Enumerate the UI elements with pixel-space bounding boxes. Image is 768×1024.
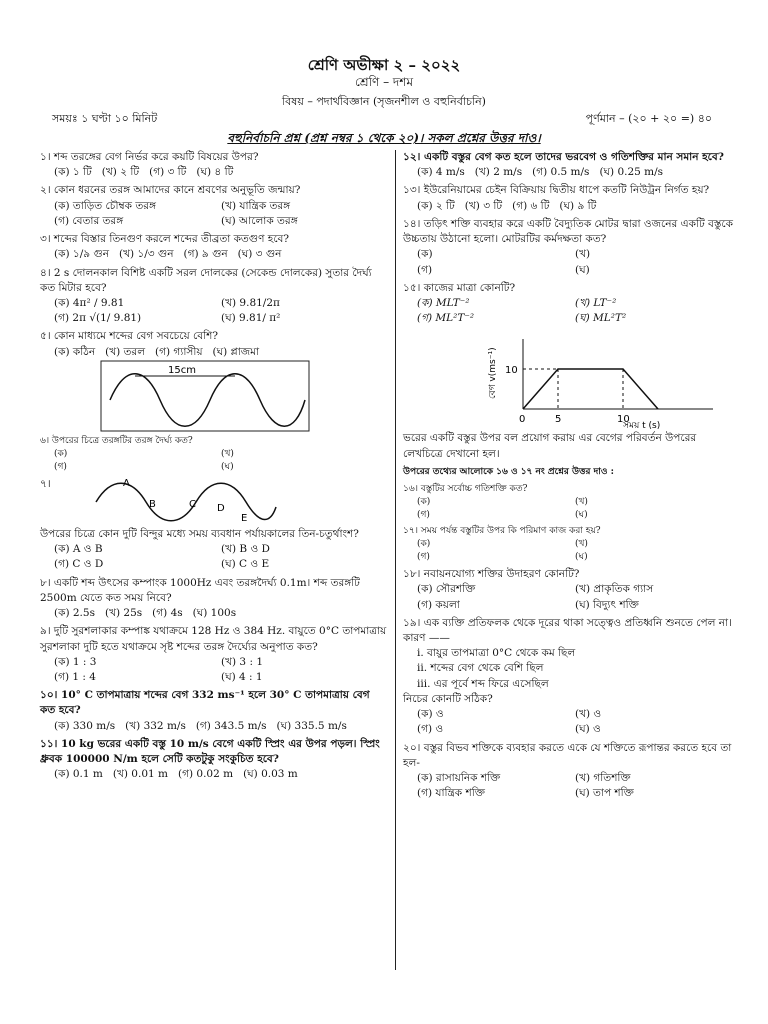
question-16: ১৬। বস্তুটির সর্বোচ্চ গতিশক্তি কত? (ক) (খ) (গ) (ঘ) (403, 483, 733, 522)
question-1: ১। শব্দ তরঙ্গের বেগ নির্ভর করে কয়টি বিষয়ের উপর? (ক) ১ টি (খ) ২ টি (গ) ৩ টি (ঘ) ৪ টি (40, 150, 388, 180)
question-19: ১৯। এক ব্যক্তি প্রতিফলক থেকে দূরের থাকা সত্ত্বেও প্রতিধ্বনি শুনতে পেল না। কারণ —— i. বায়ুর তাপমাত্রা 0°C থেকে কম ছিল ii. শব্দের বেগ থেকে বেশি ছিল iii. এর পূর্বে শব্দ ফিরে এসেছিল নিচের কোনটি সঠিক? (ক) ও (খ) ও (গ) ও (ঘ) ও (403, 616, 733, 738)
velocity-time-graph (483, 329, 723, 429)
options: (ক) 1 : 3 (খ) 3 : 1 (গ) 1 : 4 (ঘ) 4 : 1 (54, 655, 263, 683)
question-4: ৪। 2 s দোলনকাল বিশিষ্ট একটি সরল দোলকের (সেকেন্ড দোলকের) সুতার দৈর্ঘ্য কত মিটার হবে? (ক) 4π² / 9.81 (খ) 9.81/2π (গ) 2π √(1/ 9.81) (ঘ) 9.81/ π² (40, 266, 388, 327)
options: (ক) ১ টি (খ) ২ টি (গ) ৩ টি (ঘ) ৪ টি (54, 166, 234, 179)
options: (ক) ১/৯ গুন (খ) ১/৩ গুন (গ) ৯ গুন (ঘ) ৩ গুন (54, 248, 282, 261)
subject-label: বিষয় – পদার্থবিজ্ঞান (সৃজনশীল ও বহুনির্বাচনি) (282, 95, 486, 108)
instruction-heading: বহুনির্বাচনি প্রশ্ন (প্রশ্ন নম্বর ১ থেকে ২০)। সকল প্রশ্নের উত্তর দাও। (227, 131, 541, 145)
options: (ক) (খ) (গ) (ঘ) (417, 496, 588, 520)
y-tick-label: 10 (505, 365, 518, 377)
options: (ক) 330 m/s (খ) 332 m/s (গ) 343.5 m/s (ঘ) 335.5 m/s (54, 719, 347, 732)
question-11: ১১। 10 kg ভরের একটি বস্তু 10 m/s বেগে একটি স্প্রিং এর উপর পড়ল। স্প্রিং ধ্রুবক 100000 N/m হলে সেটি কতটুকু সংকুচিত হবে? (ক) 0.1 m (খ) 0.01 m (গ) 0.02 m (ঘ) 0.03 m (40, 737, 388, 783)
wavelength-label: 15cm (168, 364, 196, 376)
options: (ক) তাড়িত চৌম্বক তরঙ্গ (খ) যান্ত্রিক তরঙ্গ (গ) বেতার তরঙ্গ (ঘ) আলোক তরঙ্গ (54, 199, 298, 227)
options: (ক) কঠিন (খ) তরল (গ) গ্যাসীয় (ঘ) প্লাজমা (54, 345, 260, 358)
left-column (40, 150, 388, 785)
options: (ক) MLT⁻² (খ) LT⁻² (গ) ML²T⁻² (ঘ) ML²T² (417, 296, 627, 325)
exam-title: শ্রেণি অভীক্ষা ২ – ২০২২ (307, 56, 461, 74)
options: (ক) 2.5s (খ) 25s (গ) 4s (ঘ) 100s (54, 607, 237, 620)
x-tick-label: 0 (519, 414, 526, 426)
options: (ক) ও (খ) ও (গ) ও (ঘ) ও (417, 708, 602, 736)
options: (ক) 4π² / 9.81 (খ) 9.81/2π (গ) 2π √(1/ 9.81) (ঘ) 9.81/ π² (54, 296, 281, 325)
question-7: ৭। A B C D E উপরের চিত্রে কোন দুটি বিন্দুর মধ্যে সময় ব্যবধান পর্যায়কালের তিন-চতুর্থাংশ? (ক) A ও B (খ) B ও D (গ) C ও D (ঘ) C ও E (40, 477, 388, 573)
options: (ক) (খ) (গ) (ঘ) (54, 448, 234, 472)
question-20: ২০। বস্তুর বিভব শক্তিকে ব্যবহার করতে একে যে শক্তিতে রূপান্তর করতে হবে তা হল- (ক) রাসায়নিক শক্তি (খ) গতিশক্তি (গ) যান্ত্রিক শক্তি (ঘ) তাপ শক্তি (403, 741, 733, 802)
question-12: ১২। একটি বস্তুর বেগ কত হলে তাদের ভরবেগ ও গতিশক্তির মান সমান হবে? (ক) 4 m/s (খ) 2 m/s (গ) 0.5 m/s (ঘ) 0.25 m/s (403, 150, 733, 180)
question-18: ১৮। নবায়নযোগ্য শক্তির উদাহরণ কোনটি? (ক) সৌরশক্তি (খ) প্রাকৃতিক গ্যাস (গ) কয়লা (ঘ) বিদ্যুৎ শক্তি (403, 567, 733, 613)
velocity-line (523, 369, 658, 409)
wave-figure-q5 (100, 360, 310, 432)
question-6: ৬। উপরের চিত্রে তরঙ্গটির তরঙ্গ দৈর্ঘ্য কত? (ক) (খ) (গ) (ঘ) (40, 435, 388, 474)
x-tick-label: 5 (555, 414, 562, 426)
class-label: শ্রেণি – দশম (355, 75, 413, 89)
point-e: E (240, 512, 247, 524)
point-a: A (122, 477, 130, 489)
question-14: ১৪। তড়িৎ শক্তি ব্যবহার করে একটি বৈদ্যুতিক মোটর দ্বারা ওজনের একটি বস্তুকে উচ্চতায় উঠানো হলো। মোটরটির কর্মদক্ষতা কত? (ক) (খ) (গ) (ঘ) (403, 217, 733, 278)
question-13: ১৩। ইউরেনিয়ামের চেইন বিক্রিয়ায় দ্বিতীয় ধাপে কতটি নিউট্রন নির্গত হয়? (ক) ২ টি (খ) ৩ টি (গ) ৬ টি (ঘ) ৯ টি (403, 183, 733, 213)
question-5: ৫। কোন মাধ্যমে শব্দের বেগ সবচেয়ে বেশি? (ক) কঠিন (খ) তরল (গ) গ্যাসীয় (ঘ) প্লাজমা 15cm (40, 329, 388, 431)
sine-wave (110, 374, 305, 427)
question-17: ১৭। সময় পর্যন্ত বস্তুটির উপর কি পরিমাণ কাজ করা হয়? (ক) (খ) (গ) (ঘ) (403, 525, 733, 564)
point-c: C (188, 498, 196, 510)
full-marks-label: পূর্ণমান – (২০ + ২০ =) ৪০ (585, 112, 712, 125)
right-column (403, 150, 733, 804)
x-tick-label: 10 (617, 414, 630, 426)
point-d: D (216, 502, 225, 514)
question-3: ৩। শব্দের বিস্তার তিনগুণ করলে শব্দের তীব্রতা কতগুণ হবে? (ক) ১/৯ গুন (খ) ১/৩ গুন (গ) ৯ গুন (ঘ) ৩ গুন (40, 232, 388, 262)
options: (ক) 4 m/s (খ) 2 m/s (গ) 0.5 m/s (ঘ) 0.25 m/s (417, 166, 664, 179)
options: (ক) (খ) (গ) (ঘ) (417, 539, 588, 563)
options: (ক) সৌরশক্তি (খ) প্রাকৃতিক গ্যাস (গ) কয়লা (ঘ) বিদ্যুৎ শক্তি (417, 583, 654, 611)
options: (ক) ২ টি (খ) ৩ টি (গ) ৬ টি (ঘ) ৯ টি (417, 199, 597, 212)
column-divider (395, 150, 396, 970)
figure-frame (101, 361, 309, 431)
shared-instruction: উপরের তথ্যের আলোকে ১৬ ও ১৭ নং প্রশ্নের উত্তর দাও : (403, 466, 614, 477)
point-b: B (148, 498, 156, 510)
question-8: ৮। একটি শব্দ উৎসের কম্পাংক 1000Hz এবং তরঙ্গদৈর্ঘ্য 0.1m। শব্দ তরঙ্গটি 2500m যেতে কত সময় নিবে? (ক) 2.5s (খ) 25s (গ) 4s (ঘ) 100s (40, 576, 388, 622)
options: (ক) A ও B (খ) B ও D (গ) C ও D (ঘ) C ও E (54, 543, 270, 571)
time-label: সময়ঃ ১ ঘণ্টা ১০ মিনিট (52, 112, 158, 125)
wave-figure-q7 (91, 477, 281, 527)
question-9: ৯। দুটি সুরশলাকার কম্পাঙ্ক যথাক্রমে 128 Hz ও 384 Hz. বায়ুতে 0°C তাপমাত্রায় সুরশলাকা দুটি হতে যথাক্রমে সৃষ্ট শব্দের তরঙ্গ দৈর্ঘ্যের অনুপাত কত? (ক) 1 : 3 (খ) 3 : 1 (গ) 1 : 4 (ঘ) 4 : 1 (40, 624, 388, 685)
statement-list: i. বায়ুর তাপমাত্রা 0°C থেকে কম ছিল ii. শব্দের বেগ থেকে বেশি ছিল iii. এর পূর্বে শব্দ ফিরে এসেছিল (417, 647, 576, 690)
x-axis-label: সময় t (s) (623, 421, 661, 430)
question-15: ১৫। কাজের মাত্রা কোনটি? (ক) MLT⁻² (খ) LT⁻² (গ) ML²T⁻² (ঘ) ML²T² (403, 281, 733, 327)
y-axis-label: বেগ v(ms⁻¹) (488, 347, 498, 400)
options: (ক) রাসায়নিক শক্তি (খ) গতিশক্তি (গ) যান্ত্রিক শক্তি (ঘ) তাপ শক্তি (417, 772, 634, 800)
question-10: ১০। 10° C তাপমাত্রায় শব্দের বেগ 332 ms⁻¹ হলে 30° C তাপমাত্রায় বেগ কত হবে? (ক) 330 m/s (খ) 332 m/s (গ) 343.5 m/s (ঘ) 335.5 m/s (40, 688, 388, 734)
question-2: ২। কোন ধরনের তরঙ্গ আমাদের কানে শ্রবণের অনুভূতি জন্মায়? (ক) তাড়িত চৌম্বক তরঙ্গ (খ) যান্ত্রিক তরঙ্গ (গ) বেতার তরঙ্গ (ঘ) আলোক তরঙ্গ (40, 183, 388, 229)
options: (ক) (খ) (গ) (ঘ) (417, 248, 591, 276)
graph-caption: ভরের একটি বস্তুর উপর বল প্রয়োগ করায় এর বেগের পরিবর্তন উপরের লেখচিত্রে দেখানো হল। (403, 432, 697, 460)
options: (ক) 0.1 m (খ) 0.01 m (গ) 0.02 m (ঘ) 0.03 m (54, 768, 298, 781)
